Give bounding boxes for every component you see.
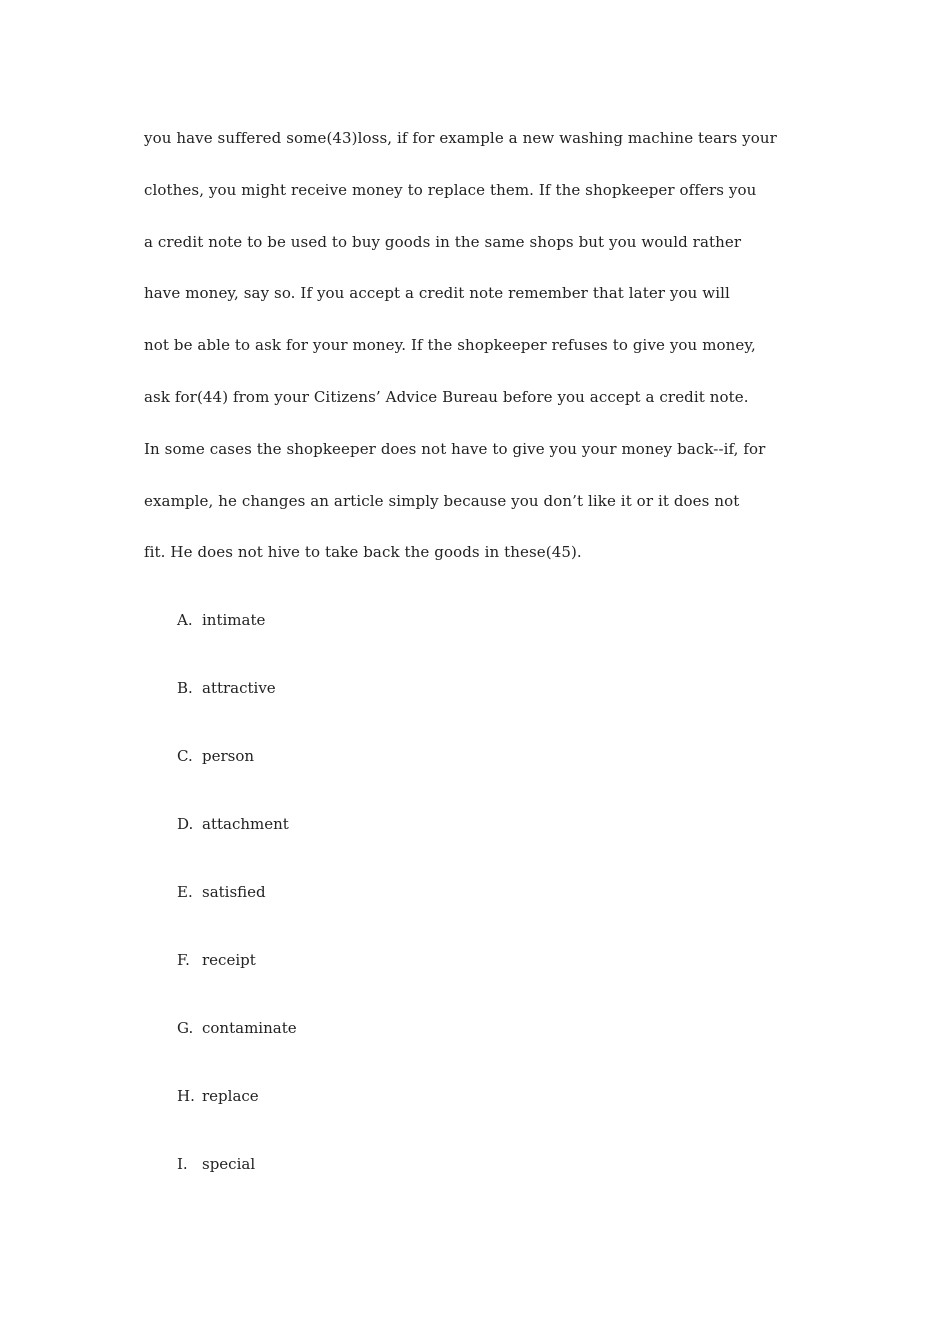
option-word: contaminate xyxy=(202,1019,297,1037)
option-letter: C. xyxy=(177,747,193,765)
option-e xyxy=(177,875,297,943)
passage-line: example, he changes an article simply because you don’t like it or it does not xyxy=(144,491,740,510)
option-c xyxy=(177,739,297,807)
option-letter: A. xyxy=(177,611,193,629)
option-f xyxy=(177,943,297,1011)
option-word: special xyxy=(202,1155,256,1173)
option-letter: B. xyxy=(177,679,193,697)
passage-text xyxy=(144,121,824,587)
option-word: attractive xyxy=(202,679,276,697)
passage-line: fit. He does not hive to take back the goods in these(45). xyxy=(144,543,582,562)
option-d xyxy=(177,807,297,875)
passage-line: have money, say so. If you accept a credit note remember that later you will xyxy=(144,284,730,303)
passage-line: ask for(44) from your Citizens’ Advice Bureau before you accept a credit note. xyxy=(144,387,749,406)
option-word: replace xyxy=(202,1087,259,1105)
option-letter: G. xyxy=(177,1019,194,1037)
option-letter: E. xyxy=(177,883,193,901)
option-word: intimate xyxy=(202,611,266,629)
passage-line: a credit note to be used to buy goods in the same shops but you would rather xyxy=(144,232,742,251)
option-h xyxy=(177,1079,297,1147)
option-word: receipt xyxy=(202,951,256,969)
option-b xyxy=(177,671,297,739)
passage-line: you have suffered some(43)loss, if for example a new washing machine tears your xyxy=(144,129,777,147)
option-word: satisfied xyxy=(202,883,266,901)
option-letter: H. xyxy=(177,1087,195,1105)
option-letter: F. xyxy=(177,951,190,969)
passage-line: clothes, you might receive money to replace them. If the shopkeeper offers you xyxy=(144,180,757,199)
passage-line: not be able to ask for your money. If the shopkeeper refuses to give you money, xyxy=(144,336,756,355)
passage-line: In some cases the shopkeeper does not have to give you your money back--if, for xyxy=(144,439,766,458)
option-g xyxy=(177,1011,297,1079)
option-letter: D. xyxy=(177,815,194,833)
option-word: attachment xyxy=(202,815,289,833)
option-word: person xyxy=(202,747,255,765)
option-letter: I. xyxy=(177,1155,188,1173)
answer-options-list xyxy=(177,603,297,1215)
option-i xyxy=(177,1147,297,1215)
option-a xyxy=(177,603,297,671)
